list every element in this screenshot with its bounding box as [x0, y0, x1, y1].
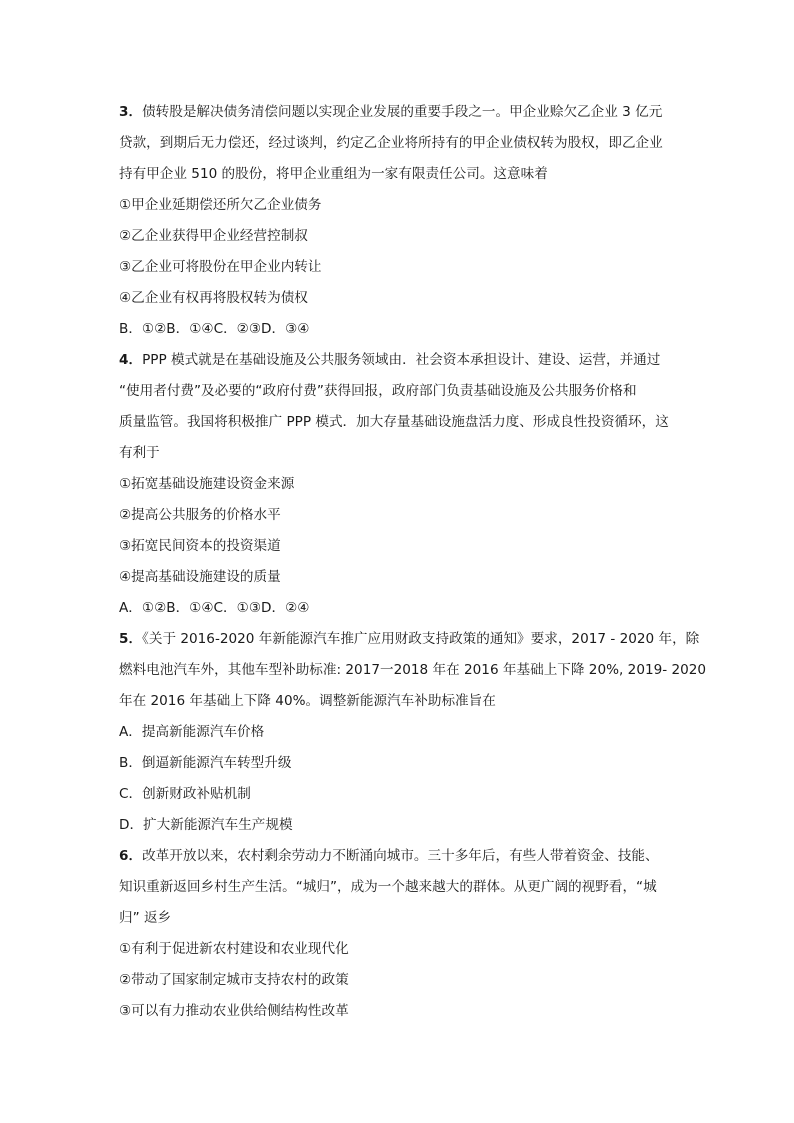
question-stem-line: 归” 返乡 [119, 910, 172, 926]
statement-item: ①有利于促进新农村建设和农业现代化 [119, 941, 349, 957]
statement-item: ②带动了国家制定城市支持农村的政策 [119, 972, 349, 988]
statement-item: ④提高基础设施建设的质量 [119, 569, 281, 585]
question-stem-line: 有利于 [119, 445, 160, 461]
question-4 [119, 345, 679, 624]
statement-item: ②提高公共服务的价格水平 [119, 507, 281, 523]
statement-item: ③拓宽民间资本的投资渠道 [119, 538, 281, 554]
question-5 [119, 624, 707, 841]
question-stem-line: 质量监管。我国将积极推广 PPP 模式．加大存量基础设施盘活力度、形成良性投资循环，这 [119, 414, 669, 430]
question-stem-line: 持有甲企业 510 的股份，将甲企业重组为一家有限责任公司。这意味着 [119, 166, 548, 182]
answer-option-a: A．提高新能源汽车价格 [119, 724, 265, 740]
question-stem-line: 知识重新返回乡村生产生活。“城归”，成为一个越来越大的群体。从更广阔的视野看，“城 [119, 879, 657, 895]
statement-item: ②乙企业获得甲企业经营控制叔 [119, 228, 308, 244]
question-stem-line: 6．改革开放以来，农村剩余劳动力不断涌向城市。三十多年后，有些人带着资金、技能、 [119, 848, 659, 864]
answer-choices: B．①②B．①④C．②③D．③④ [119, 321, 310, 337]
statement-item: ③可以有力推动农业供给侧结构性改革 [119, 1003, 349, 1019]
question-stem-line: 燃料电池汽车外，其他车型补助标准: 2017一2018 年在 2016 年基础上下降 20%, 2019- 2020 [119, 662, 707, 678]
answer-option-d: D．扩大新能源汽车生产规模 [119, 817, 293, 833]
question-stem-line: 4．PPP 模式就是在基础设施及公共服务领域由．社会资本承担设计、建设、运营，并通过 [119, 352, 661, 368]
statement-item: ①甲企业延期偿还所欠乙企业债务 [119, 197, 322, 213]
statement-item: ④乙企业有权再将股权转为债权 [119, 290, 308, 306]
question-number: 4． [119, 352, 143, 368]
question-6 [119, 841, 679, 1027]
answer-option-b: B．倒逼新能源汽车转型升级 [119, 755, 292, 771]
question-stem-line: 年在 2016 年基础上下降 40%。调整新能源汽车补助标准旨在 [119, 693, 496, 709]
statement-item: ①拓宽基础设施建设资金来源 [119, 476, 295, 492]
document-body [119, 97, 707, 1027]
statement-item: ③乙企业可将股份在甲企业内转让 [119, 259, 322, 275]
answer-choices: A．①②B．①④C．①③D．②④ [119, 600, 310, 616]
question-stem-line: “使用者付费”及必要的“政府付费”获得回报，政府部门负责基础设施及公共服务价格和 [119, 383, 637, 399]
question-stem-line: 5．《关于 2016-2020 年新能源汽车推广应用财政支持政策的通知》要求，2017 - 2020 年，除 [119, 631, 700, 647]
question-number: 5． [119, 631, 143, 647]
question-stem-line: 贷款，到期后无力偿还，经过谈判，约定乙企业将所持有的甲企业债权转为股权，即乙企业 [119, 135, 663, 151]
question-3 [119, 97, 679, 345]
question-stem-line: 3．债转股是解决债务清偿问题以实现企业发展的重要手段之一。甲企业赊欠乙企业 3 亿元 [119, 104, 663, 120]
question-number: 6． [119, 848, 143, 864]
answer-option-c: C．创新财政补贴机制 [119, 786, 251, 802]
question-number: 3． [119, 104, 143, 120]
